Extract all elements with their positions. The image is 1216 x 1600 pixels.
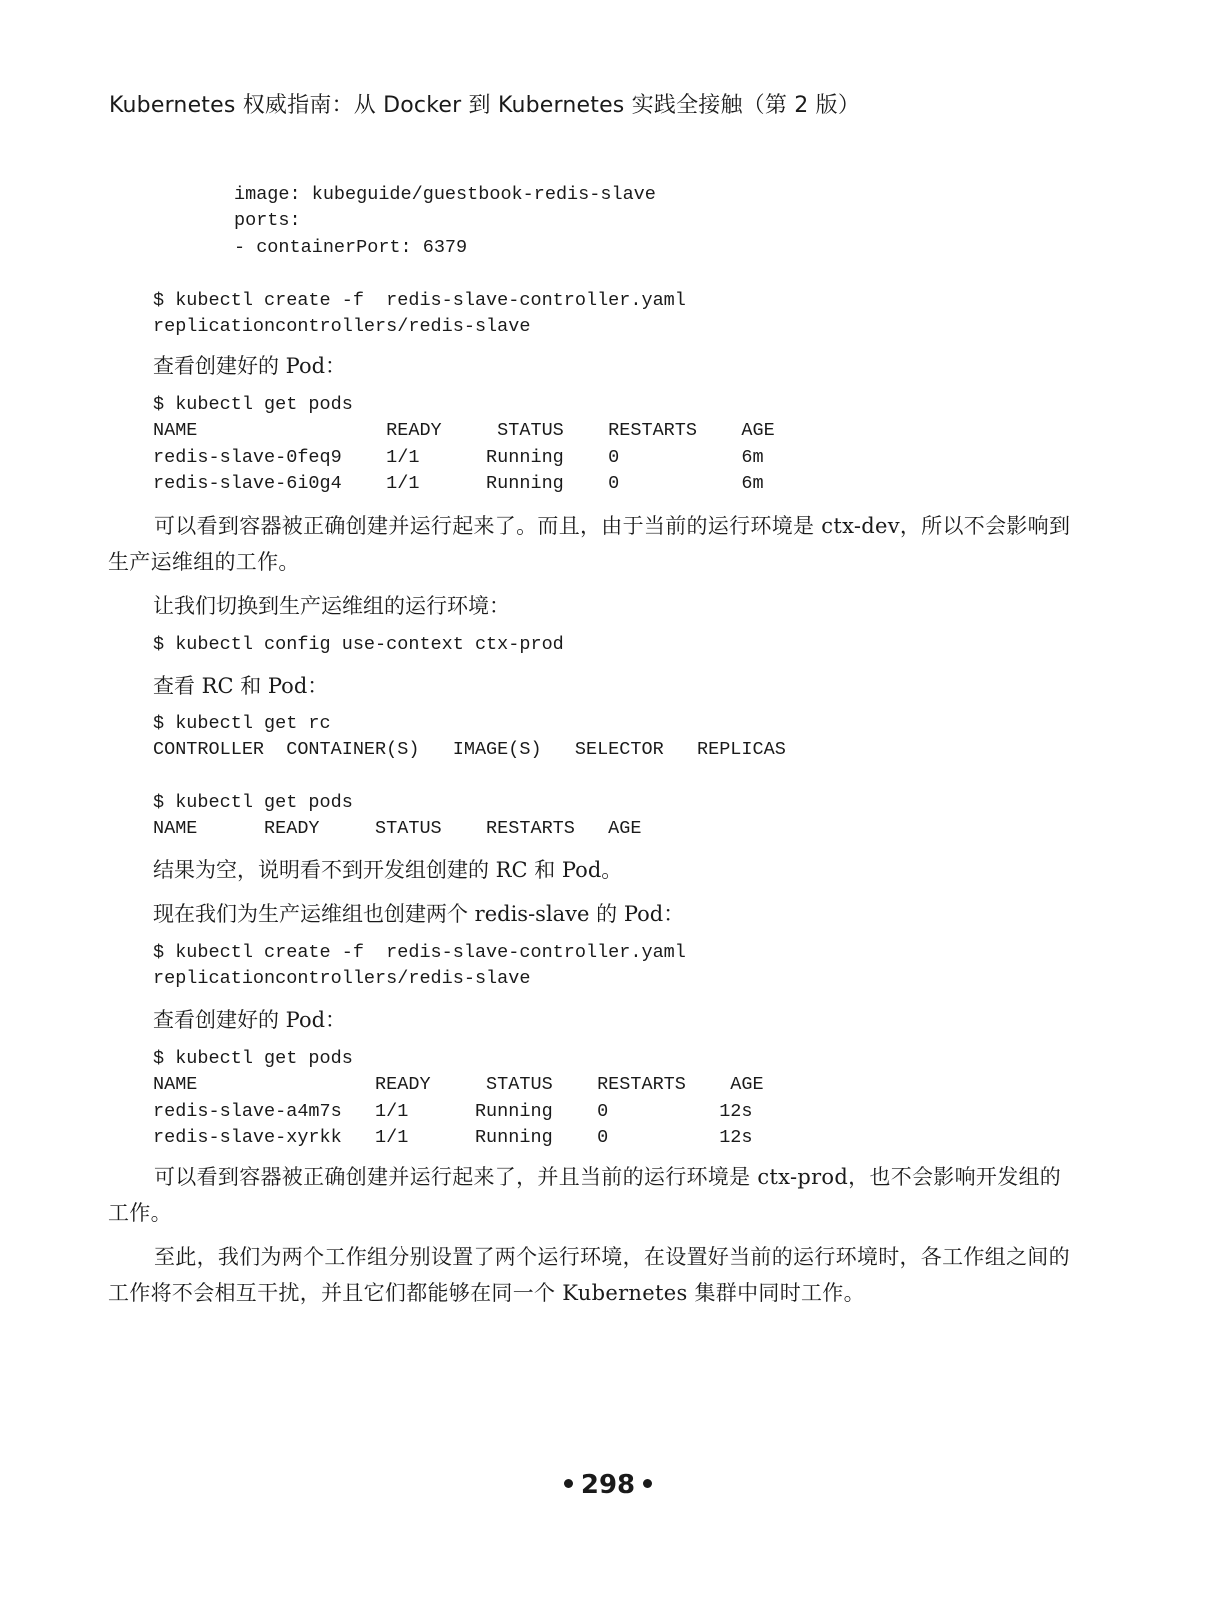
paragraph-conclusion: 至此，我们为两个工作组分别设置了两个运行环境，在设置好当前的运行环境时，各工作组之间的工作将不会相互干扰，并且它们都能够在同一个 Kubernetes 集群中同时工作。 — [108, 1245, 1070, 1305]
bullet-right-icon — [643, 1479, 652, 1488]
code-block-use-context: $ kubectl config use-context ctx-prod — [153, 634, 564, 655]
bullet-left-icon — [564, 1479, 573, 1488]
page-number-value: 298 — [580, 1470, 636, 1500]
running-header: Kubernetes 权威指南：从 Docker 到 Kubernetes 实践全接触（第 2 版） — [109, 93, 861, 118]
page-number — [0, 1470, 1216, 1500]
caption-empty-result: 结果为空，说明看不到开发组创建的 RC 和 Pod。 — [153, 858, 623, 882]
code-block-yaml-snippet: image: kubeguide/guestbook-redis-slave ports: - containerPort: 6379 — [234, 184, 656, 258]
code-block-get-rc-pods-empty: $ kubectl get rc CONTROLLER CONTAINER(S) IMAGE(S) SELECTOR REPLICAS $ kubectl get pods NAME READY STATUS RESTARTS AGE — [153, 713, 786, 840]
code-block-create-dev: $ kubectl create -f redis-slave-controller.yaml replicationcontrollers/redis-slave — [153, 290, 686, 338]
paragraph-dev-result: 可以看到容器被正确创建并运行起来了。而且，由于当前的运行环境是 ctx-dev，所以不会影响到生产运维组的工作。 — [108, 514, 1071, 574]
code-block-get-pods-prod: $ kubectl get pods NAME READY STATUS RESTARTS AGE redis-slave-a4m7s 1/1 Running 0 12s redis-slave-xyrkk 1/1 Running 0 12s — [153, 1048, 764, 1148]
caption-switch-context: 让我们切换到生产运维组的运行环境： — [153, 594, 510, 618]
code-block-create-prod: $ kubectl create -f redis-slave-controller.yaml replicationcontrollers/redis-slave — [153, 942, 686, 990]
paragraph-prod-result: 可以看到容器被正确创建并运行起来了，并且当前的运行环境是 ctx-prod，也不会影响开发组的工作。 — [108, 1165, 1062, 1225]
caption-create-prod-pods: 现在我们为生产运维组也创建两个 redis-slave 的 Pod： — [153, 902, 685, 926]
caption-view-rc-pod: 查看 RC 和 Pod： — [153, 674, 329, 698]
caption-view-pods-dev: 查看创建好的 Pod： — [153, 354, 347, 378]
code-block-get-pods-dev: $ kubectl get pods NAME READY STATUS RESTARTS AGE redis-slave-0feq9 1/1 Running 0 6m redis-slave-6i0g4 1/1 Running 0 6m — [153, 394, 775, 494]
caption-view-pods-prod: 查看创建好的 Pod： — [153, 1008, 347, 1032]
